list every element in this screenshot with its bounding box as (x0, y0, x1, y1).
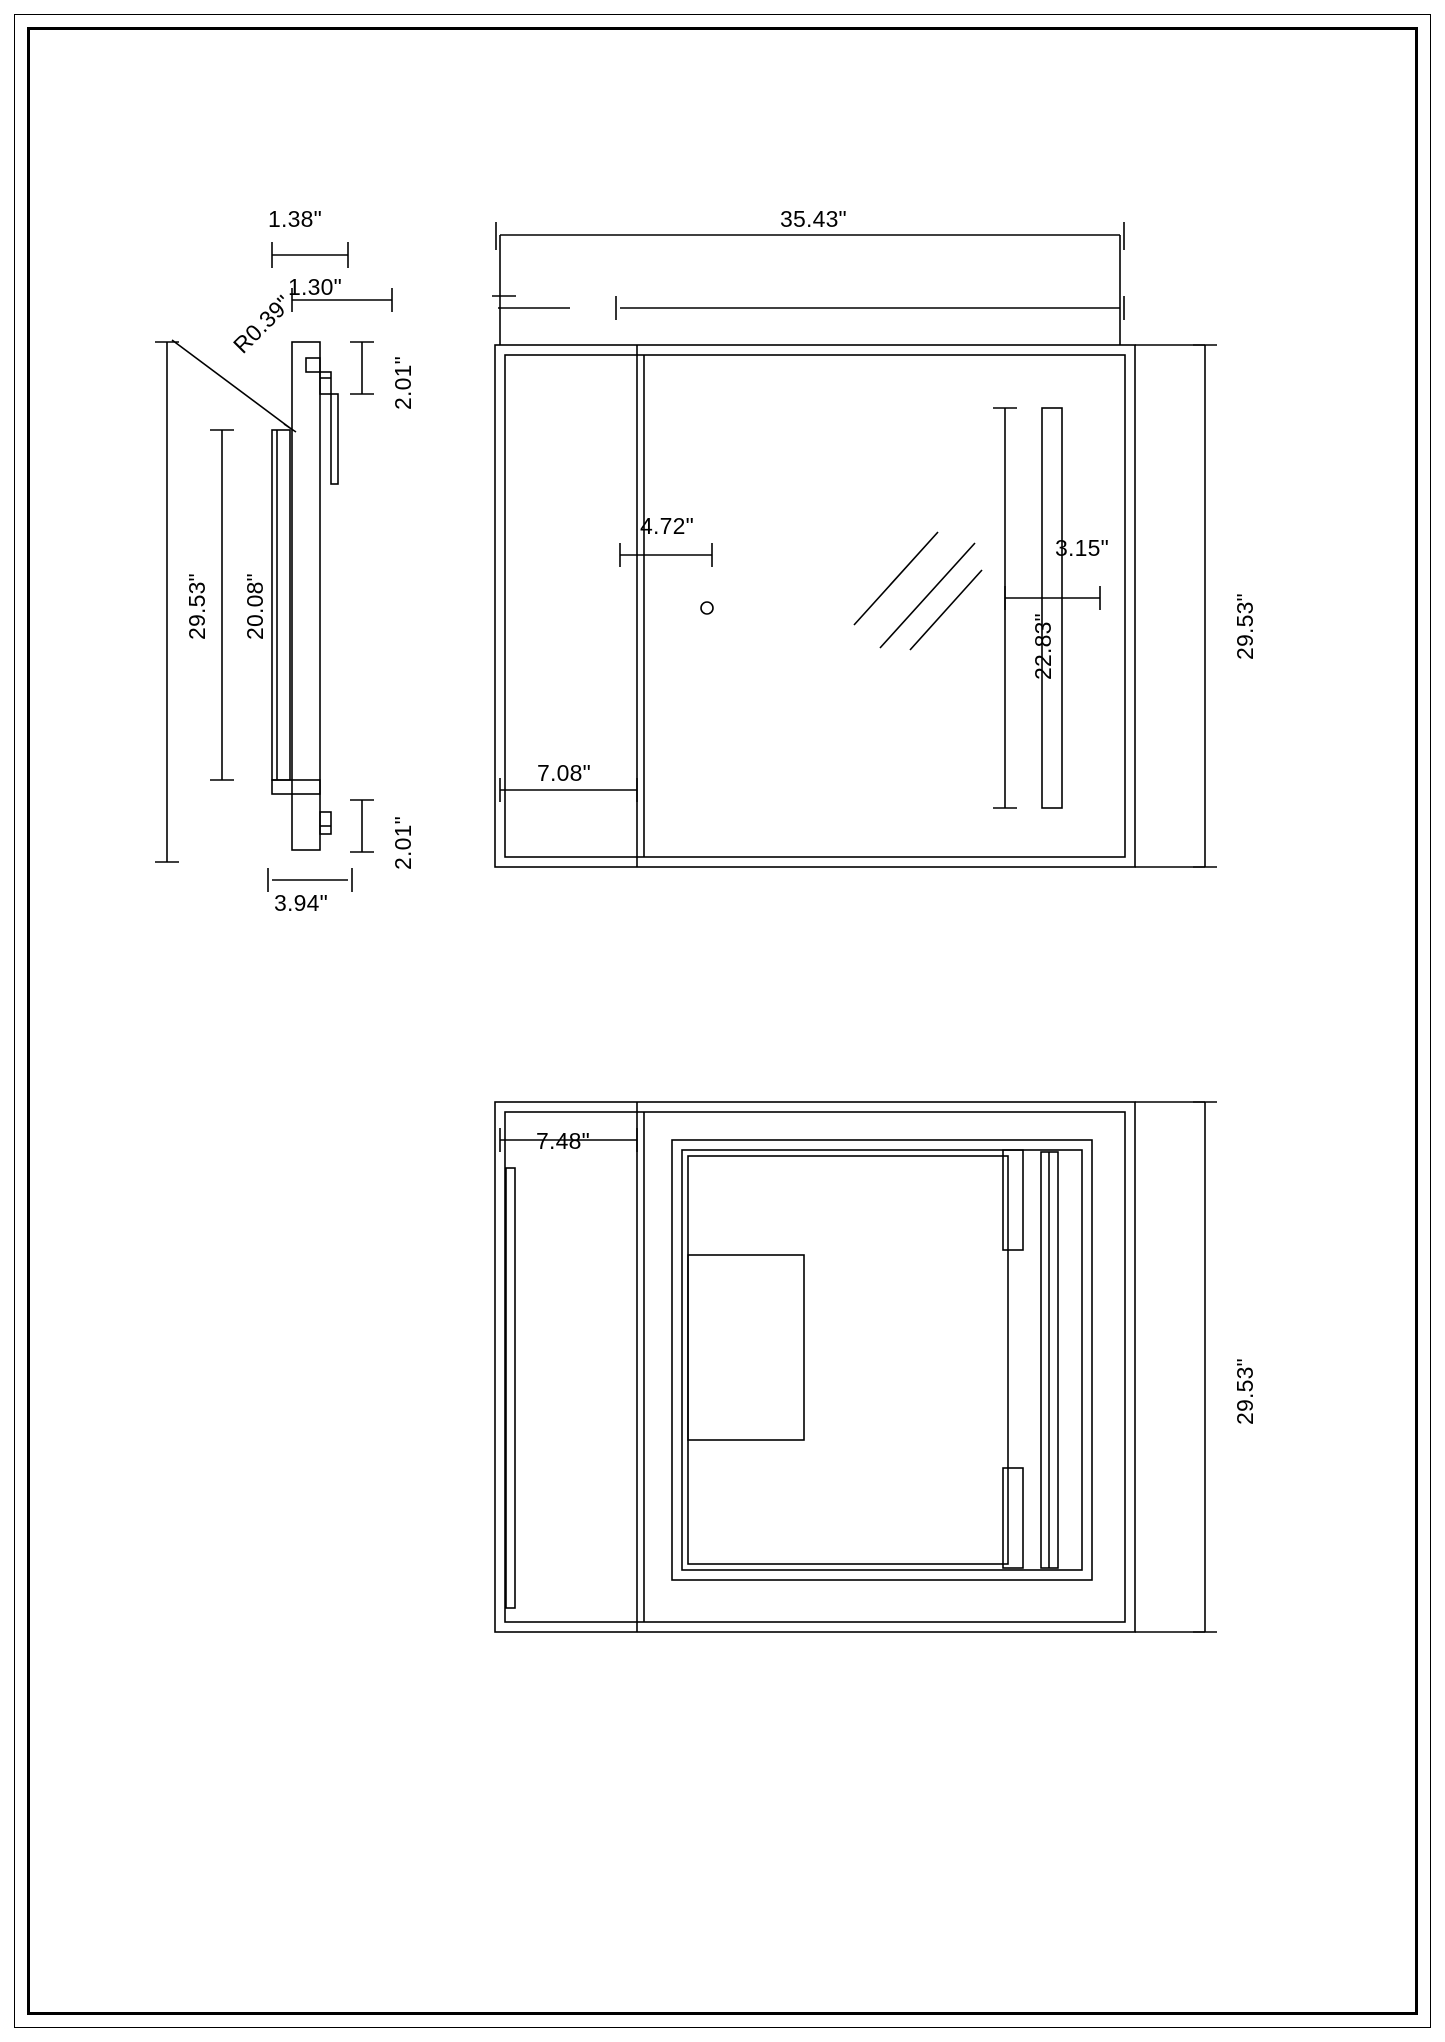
plan-view-bracket-top (1003, 1150, 1023, 1250)
dim-label-depth-top: 1.38" (268, 206, 322, 232)
dim-label-side-overall-height: 29.53" (184, 573, 210, 640)
dim-label-plan-overall-height: 29.53" (1232, 1358, 1258, 1425)
side-view-slab (292, 342, 320, 850)
dim-label-base-depth: 3.94" (274, 890, 328, 916)
side-view-top-bracket (320, 372, 331, 394)
dim-label-knob-offset: 4.72" (640, 513, 694, 539)
dim-label-front-overall-width: 35.43" (780, 206, 847, 232)
plan-view-insert (688, 1255, 804, 1440)
side-view-top-nub (306, 358, 320, 372)
dim-label-depth-inner: 1.30" (288, 274, 342, 300)
plan-view-left-bar (506, 1168, 515, 1608)
side-view-right-bar (331, 394, 338, 484)
plan-view-inner-frame (505, 1112, 1125, 1622)
plan-view-cabinet-inner (682, 1150, 1082, 1570)
side-view-foot (272, 780, 320, 794)
plan-view-cabinet-panel (688, 1156, 1008, 1564)
dim-label-bar-height: 22.83" (1030, 613, 1056, 680)
dim-label-handle-offset-top: 2.01" (390, 356, 416, 410)
dim-label-handle-offset-bottom: 2.01" (390, 816, 416, 870)
front-view-handle-bar (1042, 408, 1062, 808)
plan-view-cabinet-outer (672, 1140, 1092, 1580)
dim-label-plan-left-section: 7.48" (536, 1128, 590, 1154)
front-view-outer-frame (495, 345, 1135, 867)
plan-view-outer-frame (495, 1102, 1135, 1632)
plan-view-bracket-bottom (1003, 1468, 1023, 1568)
side-view-bottom-bracket (320, 812, 331, 834)
front-view-inner-frame (505, 355, 1125, 857)
dim-label-front-overall-height: 29.53" (1232, 593, 1258, 660)
dim-label-corner-radius: R0.39" (228, 289, 297, 359)
dim-label-bar-width: 3.15" (1055, 535, 1109, 561)
dim-label-handle-length: 20.08" (242, 573, 268, 640)
front-view-knob (701, 602, 713, 614)
side-view-inner-panel (272, 430, 290, 780)
dim-label-door-width: 7.08" (537, 760, 591, 786)
